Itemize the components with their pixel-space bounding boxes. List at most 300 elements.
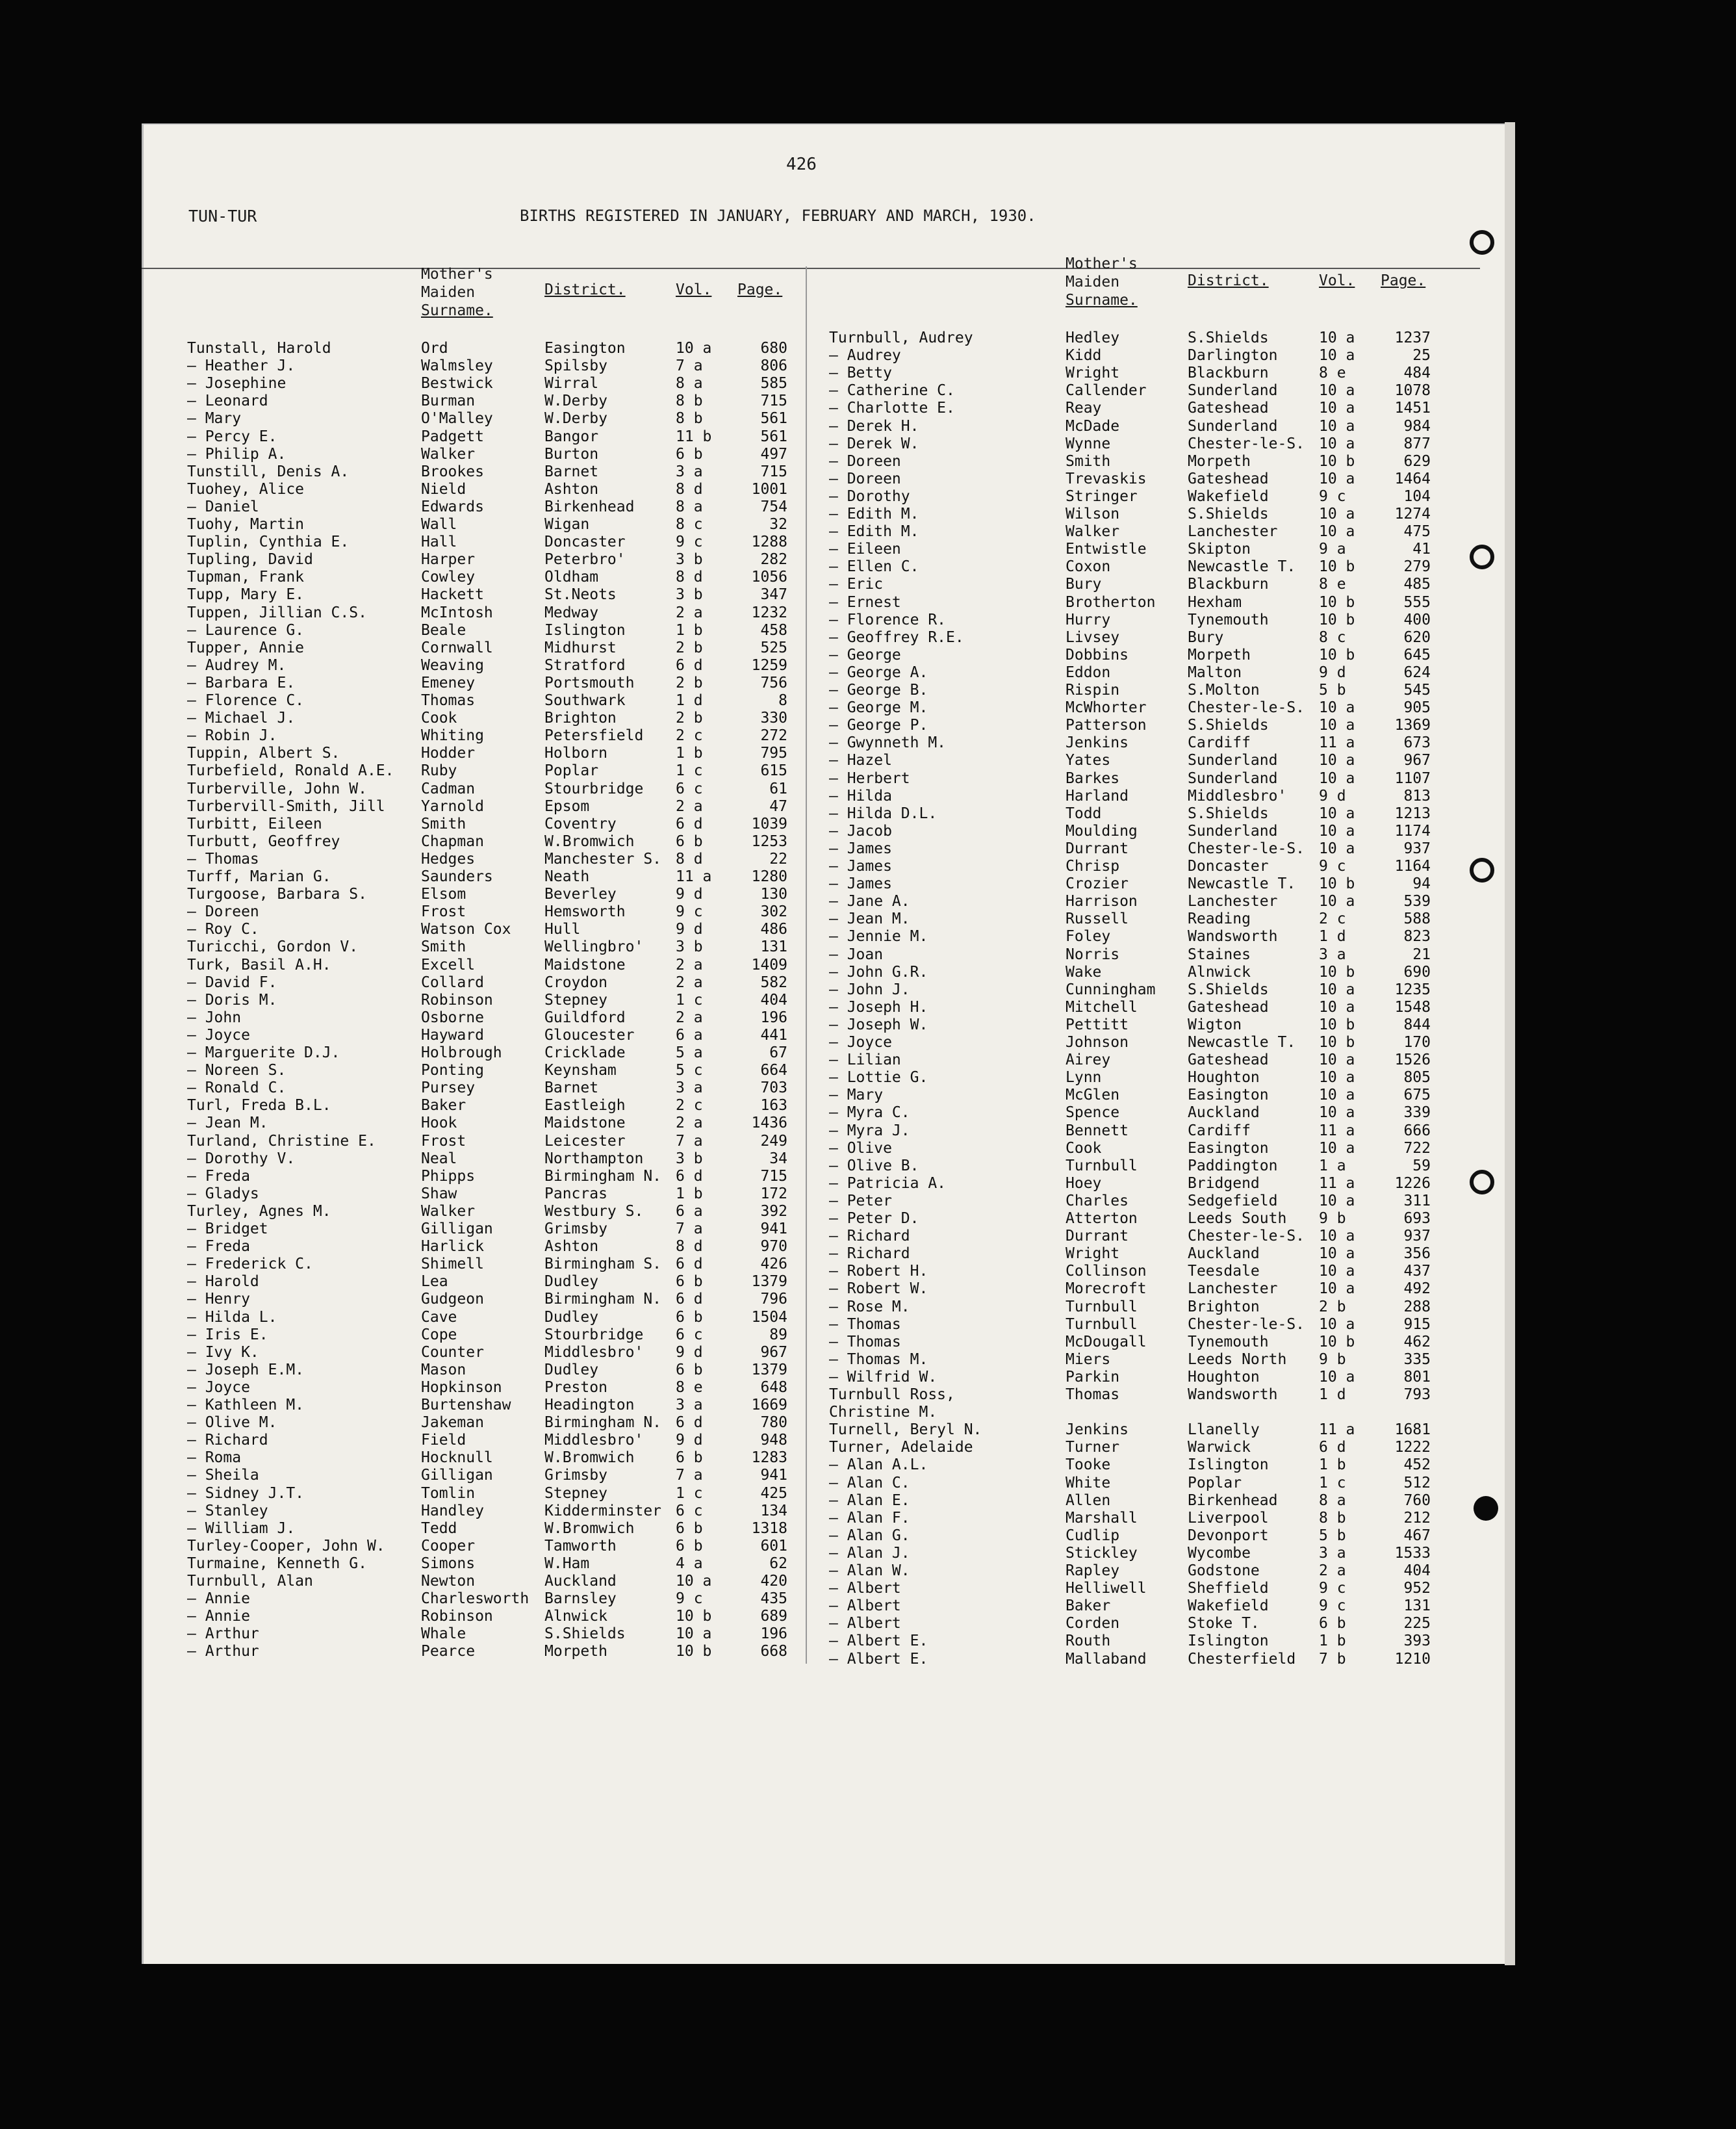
entry-district: Poplar — [1188, 1474, 1242, 1491]
entry-district: Lanchester — [1188, 1280, 1278, 1298]
entry-page: 163 — [760, 1097, 787, 1115]
entry-mother-surname: Nield — [421, 480, 466, 498]
entry-name: — Lottie G. — [829, 1069, 928, 1087]
entry-name: — Albert E. — [829, 1632, 928, 1650]
entry-page: 302 — [760, 903, 787, 921]
entry-page: 484 — [1403, 365, 1431, 382]
entry-district: Kidderminster — [544, 1502, 662, 1519]
entry-volume: 6 a — [676, 1202, 703, 1220]
entry-page: 1164 — [1394, 858, 1431, 875]
entry-page: 435 — [760, 1590, 787, 1608]
entry-volume: 1 d — [676, 692, 703, 709]
entry-volume: 1 b — [676, 745, 703, 762]
entry-volume: 10 b — [1319, 1016, 1355, 1033]
entry-name: Tuohey, Alice — [187, 480, 305, 498]
entry-page: 34 — [769, 1150, 787, 1167]
entry-volume: 6 b — [676, 1519, 703, 1537]
entry-district: Grimsby — [544, 1467, 607, 1484]
header-mother-right: Mother's Maiden Surname. — [1066, 255, 1138, 309]
entry-name: — Alan G. — [829, 1527, 910, 1544]
entry-volume: 7 b — [1319, 1650, 1346, 1668]
entry-district: Islington — [544, 621, 626, 639]
entry-volume: 6 c — [676, 1502, 703, 1519]
entry-page: 1280 — [751, 868, 787, 885]
entry-name: — Peter — [829, 1192, 892, 1209]
entry-mother-surname: Yates — [1066, 752, 1111, 769]
entry-volume: 9 c — [1319, 858, 1346, 875]
entry-name: — Percy E. — [187, 428, 277, 445]
entry-mother-surname: Kidd — [1066, 347, 1102, 365]
entry-district: Barnet — [544, 1079, 599, 1097]
entry-volume: 3 a — [1319, 1544, 1346, 1562]
entry-page: 1548 — [1394, 998, 1431, 1016]
entry-mother-surname: Walmsley — [421, 357, 493, 375]
entry-mother-surname: Bennett — [1066, 1122, 1129, 1139]
entry-volume: 6 d — [676, 1414, 703, 1432]
entry-volume: 10 a — [1319, 840, 1355, 857]
entry-district: Stepney — [544, 991, 607, 1009]
entry-mother-surname: Livsey — [1066, 628, 1120, 646]
entry-district: Cardiff — [1188, 734, 1251, 752]
entry-name: — Frederick C. — [187, 1256, 313, 1273]
entry-volume: 10 a — [1319, 1104, 1355, 1122]
entry-district: Gateshead — [1188, 470, 1269, 487]
entry-mother-surname: Charles — [1066, 1192, 1129, 1209]
entry-page: 1259 — [751, 656, 787, 674]
entry-volume: 6 b — [676, 1537, 703, 1555]
entry-name: — Catherine C. — [829, 382, 955, 400]
entry-page: 196 — [760, 1009, 787, 1026]
entry-name: Tunstill, Denis A. — [187, 463, 350, 480]
entry-district: Islington — [1188, 1632, 1269, 1650]
entry-mother-surname: Todd — [1066, 805, 1102, 822]
entry-district: Wellingbro' — [544, 938, 644, 956]
entry-page: 1078 — [1394, 382, 1431, 400]
entry-district: Tynemouth — [1188, 1333, 1269, 1350]
entry-district: Alnwick — [1188, 963, 1251, 981]
entry-district: Staines — [1188, 946, 1251, 963]
entry-district: Pancras — [544, 1185, 607, 1202]
entry-volume: 6 d — [676, 1167, 703, 1185]
entry-district: Newcastle T. — [1188, 875, 1296, 893]
entry-page: 937 — [1403, 840, 1431, 857]
entry-district: Epsom — [544, 797, 590, 815]
entry-name: — Heather J. — [187, 357, 296, 375]
entry-page: 1226 — [1394, 1174, 1431, 1192]
entry-name: Turland, Christine E. — [187, 1132, 376, 1150]
entry-district: Blackburn — [1188, 576, 1269, 593]
entry-mother-surname: Parkin — [1066, 1368, 1120, 1386]
entry-page: 1533 — [1394, 1544, 1431, 1562]
entry-name: — Alan J. — [829, 1544, 910, 1562]
entry-mother-surname: Beale — [421, 621, 466, 639]
entry-volume: 8 a — [676, 498, 703, 515]
entry-name: — Joyce — [829, 1034, 892, 1051]
entry-page: 620 — [1403, 628, 1431, 646]
entry-mother-surname: Mason — [421, 1361, 466, 1378]
entry-mother-surname: Eddon — [1066, 664, 1111, 681]
entry-name: — Joseph H. — [829, 998, 928, 1016]
entry-mother-surname: Turnbull — [1066, 1298, 1138, 1315]
entry-name: Turk, Basil A.H. — [187, 956, 331, 974]
entry-name: — Joyce — [187, 1026, 250, 1044]
entry-page: 94 — [1412, 875, 1431, 893]
entry-name: — John G.R. — [829, 963, 928, 981]
entry-district: Houghton — [1188, 1069, 1260, 1087]
entry-volume: 10 a — [1319, 805, 1355, 822]
entry-volume: 8 b — [676, 410, 703, 428]
entry-district: Gateshead — [1188, 400, 1269, 417]
entry-name: Tuohy, Martin — [187, 516, 305, 533]
entry-name: — Michael J. — [187, 710, 296, 727]
entry-page: 715 — [760, 463, 787, 480]
entry-name: — Betty — [829, 365, 892, 382]
entry-page: 1253 — [751, 832, 787, 850]
entry-mother-surname: Jakeman — [421, 1414, 484, 1432]
entry-name: — John J. — [829, 981, 910, 998]
entry-volume: 2 c — [1319, 910, 1346, 928]
entry-page: 512 — [1403, 1474, 1431, 1491]
entry-volume: 10 a — [1319, 1192, 1355, 1209]
entry-volume: 11 a — [1319, 1122, 1355, 1139]
entry-district: Birmingham S. — [544, 1256, 662, 1273]
entry-district: Northampton — [544, 1150, 644, 1167]
entry-volume: 9 c — [1319, 1580, 1346, 1597]
entry-name: Tunstall, Harold — [187, 340, 331, 357]
entry-volume: 2 a — [676, 604, 703, 621]
entry-page: 89 — [769, 1326, 787, 1343]
entry-name: — Richard — [829, 1245, 910, 1263]
entry-page: 844 — [1403, 1016, 1431, 1033]
entry-name: — Albert — [829, 1597, 901, 1615]
entry-mother-surname: Gilligan — [421, 1220, 493, 1237]
entry-volume: 10 b — [1319, 646, 1355, 664]
entry-mother-surname: Watson Cox — [421, 921, 511, 938]
entry-district: Birkenhead — [544, 498, 635, 515]
entry-volume: 2 c — [676, 1097, 703, 1115]
entry-name: — Gladys — [187, 1185, 259, 1202]
entry-page: 420 — [760, 1573, 787, 1590]
entry-district: Morpeth — [1188, 452, 1251, 470]
entry-page: 1235 — [1394, 981, 1431, 998]
entry-page: 582 — [760, 974, 787, 991]
entry-volume: 3 b — [676, 586, 703, 604]
entry-district: Tamworth — [544, 1537, 617, 1555]
entry-district: Doncaster — [1188, 858, 1269, 875]
entry-name: — Annie — [187, 1590, 250, 1608]
entry-page: 1001 — [751, 480, 787, 498]
entry-district: Birmingham N. — [544, 1414, 662, 1432]
entry-mother-surname: Holbrough — [421, 1044, 502, 1061]
entry-volume: 8 e — [676, 1378, 703, 1396]
entry-mother-surname: Saunders — [421, 868, 493, 885]
entry-district: St.Neots — [544, 586, 617, 604]
entry-mother-surname: Edwards — [421, 498, 484, 515]
entry-volume: 8 b — [676, 393, 703, 410]
entry-mother-surname: Gudgeon — [421, 1291, 484, 1308]
entry-mother-surname: Thomas — [1066, 1386, 1120, 1403]
entry-name: — Thomas — [187, 850, 259, 868]
entry-district: W.Bromwich — [544, 832, 635, 850]
entry-name: — Olive — [829, 1139, 892, 1157]
entry-name: — Edith M. — [829, 523, 919, 541]
entry-district: Portsmouth — [544, 674, 635, 691]
entry-mother-surname: Coxon — [1066, 558, 1111, 576]
entry-mother-surname: Hayward — [421, 1026, 484, 1044]
entry-name: — Doreen — [187, 903, 259, 921]
entry-page: 1464 — [1394, 470, 1431, 487]
entry-mother-surname: Cook — [421, 710, 457, 727]
entry-mother-surname: Turner — [1066, 1439, 1120, 1456]
entry-district: Beverley — [544, 886, 617, 903]
entry-page: 666 — [1403, 1122, 1431, 1139]
entry-mother-surname: Atterton — [1066, 1210, 1138, 1227]
entry-name: Turbervill-Smith, Jill — [187, 797, 385, 815]
entry-district: Malton — [1188, 664, 1242, 681]
entry-district: Chester-le-S. — [1188, 1315, 1305, 1333]
entry-name: — Ernest — [829, 593, 901, 611]
entry-mother-surname: Brookes — [421, 463, 484, 480]
entry-name: — Roy C. — [187, 921, 259, 938]
entry-mother-surname: Johnson — [1066, 1034, 1129, 1051]
entry-district: Guildford — [544, 1009, 626, 1026]
entry-name: — George M. — [829, 699, 928, 717]
header-page-left: Page. — [737, 281, 783, 298]
entry-district: Stratford — [544, 656, 626, 674]
entry-name: — Ivy K. — [187, 1343, 259, 1361]
entry-mother-surname: Turnbull — [1066, 1315, 1138, 1333]
entry-mother-surname: Durrant — [1066, 1228, 1129, 1245]
entry-name: — Florence R. — [829, 611, 947, 628]
entry-page: 690 — [1403, 963, 1431, 981]
entry-district: Brighton — [544, 710, 617, 727]
entry-district: Sunderland — [1188, 822, 1278, 840]
entry-page: 1318 — [751, 1519, 787, 1537]
entry-volume: 10 a — [1319, 752, 1355, 769]
entry-mother-surname: Gilligan — [421, 1467, 493, 1484]
entry-name: — Bridget — [187, 1220, 268, 1237]
entry-page: 525 — [760, 639, 787, 656]
entry-volume: 8 c — [1319, 628, 1346, 646]
entry-volume: 9 d — [1319, 664, 1346, 681]
entry-mother-surname: Callender — [1066, 382, 1147, 400]
entry-name: Turley-Cooper, John W. — [187, 1537, 385, 1555]
entry-district: Gateshead — [1188, 1052, 1269, 1069]
entry-page: 225 — [1403, 1615, 1431, 1632]
entry-name: — Doris M. — [187, 991, 277, 1009]
entry-volume: 9 c — [676, 534, 703, 551]
entry-name: — Jean M. — [187, 1115, 268, 1132]
entry-district: Wandsworth — [1188, 1386, 1278, 1403]
entry-page: 393 — [1403, 1632, 1431, 1650]
entry-volume: 7 a — [676, 1220, 703, 1237]
entry-name: — George P. — [829, 717, 928, 734]
entry-mother-surname: Baker — [1066, 1597, 1111, 1615]
entry-page: 131 — [1403, 1597, 1431, 1615]
entry-mother-surname: Wynne — [1066, 435, 1111, 452]
entry-page: 915 — [1403, 1315, 1431, 1333]
entry-volume: 10 a — [1319, 417, 1355, 435]
entry-district: Sunderland — [1188, 769, 1278, 787]
entry-volume: 2 a — [1319, 1562, 1346, 1579]
entry-volume: 9 d — [1319, 787, 1346, 805]
entry-district: Wakefield — [1188, 487, 1269, 505]
entry-page: 452 — [1403, 1456, 1431, 1474]
entry-page: 793 — [1403, 1386, 1431, 1403]
entry-district: Cricklade — [544, 1044, 626, 1061]
entry-mother-surname: Turnbull — [1066, 1157, 1138, 1174]
entry-volume: 10 a — [1319, 1280, 1355, 1298]
entry-district: Grimsby — [544, 1220, 607, 1237]
entry-volume: 6 b — [676, 445, 703, 463]
entry-name: — Florence C. — [187, 692, 305, 709]
entry-district: Croydon — [544, 974, 607, 991]
entry-volume: 2 b — [676, 674, 703, 691]
entry-page: 585 — [760, 375, 787, 393]
entry-page: 61 — [769, 780, 787, 797]
entry-district: Birmingham N. — [544, 1291, 662, 1308]
entry-page: 1107 — [1394, 769, 1431, 787]
entry-page: 1056 — [751, 569, 787, 586]
entry-mother-surname: Cunningham — [1066, 981, 1156, 998]
entry-volume: 2 b — [1319, 1298, 1346, 1315]
entry-volume: 9 b — [1319, 1350, 1346, 1368]
entry-name: Tuppin, Albert S. — [187, 745, 340, 762]
entry-volume: 6 c — [676, 1326, 703, 1343]
entry-district: Gateshead — [1188, 998, 1269, 1016]
entry-page: 1237 — [1394, 329, 1431, 346]
entry-mother-surname: Cook — [1066, 1139, 1102, 1157]
entry-district: Sunderland — [1188, 752, 1278, 769]
entry-name: — Kathleen M. — [187, 1397, 305, 1413]
entry-district: Dudley — [544, 1361, 599, 1378]
entry-page: 212 — [1403, 1509, 1431, 1527]
entry-mother-surname: Marshall — [1066, 1509, 1138, 1527]
entry-district: Wigton — [1188, 1016, 1242, 1033]
entry-name: — Mary — [829, 1087, 884, 1104]
entry-mother-surname: Robinson — [421, 1608, 493, 1625]
entry-district: Easington — [1188, 1087, 1269, 1104]
entry-volume: 1 d — [1319, 1386, 1346, 1403]
entry-volume: 10 a — [1319, 1139, 1355, 1157]
entry-name: — Thomas — [829, 1315, 901, 1333]
entry-mother-surname: Walker — [421, 445, 476, 463]
entry-volume: 3 b — [676, 1150, 703, 1167]
entry-page: 62 — [769, 1555, 787, 1572]
entry-district: Stourbridge — [544, 1326, 644, 1343]
entry-district: Medway — [544, 604, 599, 621]
entry-volume: 10 b — [1319, 1333, 1355, 1350]
entry-volume: 10 b — [1319, 452, 1355, 470]
entry-district: Coventry — [544, 815, 617, 832]
entry-page: 21 — [1412, 946, 1431, 963]
entry-volume: 10 a — [1319, 435, 1355, 452]
entry-volume: 6 c — [676, 780, 703, 797]
column-divider — [806, 266, 807, 1664]
entry-name: Turmaine, Kenneth G. — [187, 1555, 367, 1572]
entry-district: Islington — [1188, 1456, 1269, 1474]
entry-volume: 3 a — [676, 1079, 703, 1097]
entry-volume: 9 d — [676, 886, 703, 903]
entry-mother-surname: Hook — [421, 1115, 457, 1132]
entry-district: Warwick — [1188, 1439, 1251, 1456]
entry-name: — James — [829, 875, 892, 893]
entry-name: — Myra C. — [829, 1104, 910, 1122]
entry-mother-surname: Harland — [1066, 787, 1129, 805]
entry-mother-surname: Entwistle — [1066, 541, 1147, 558]
entry-name: — Derek H. — [829, 417, 919, 435]
entry-volume: 7 a — [676, 357, 703, 375]
entry-district: Skipton — [1188, 541, 1251, 558]
entry-name: — Joyce — [187, 1378, 250, 1396]
entry-district: Stourbridge — [544, 780, 644, 797]
entry-volume: 10 b — [1319, 611, 1355, 628]
entry-volume: 10 a — [1319, 1087, 1355, 1104]
entry-mother-surname: Brotherton — [1066, 593, 1156, 611]
entry-volume: 1 b — [676, 1185, 703, 1202]
entry-mother-surname: Shaw — [421, 1185, 457, 1202]
entry-district: W.Ham — [544, 1555, 590, 1572]
entry-district: Hull — [544, 921, 581, 938]
entry-district: S.Shields — [1188, 981, 1269, 998]
entry-name: Turnbull, Alan — [187, 1573, 313, 1590]
entry-volume: 8 d — [676, 569, 703, 586]
entry-name: — Jennie M. — [829, 928, 928, 946]
entry-name: — Annie — [187, 1608, 250, 1625]
entry-name: — Hilda D.L. — [829, 805, 938, 822]
entry-name: — Doreen — [829, 452, 901, 470]
entry-name: Tupper, Annie — [187, 639, 305, 656]
entry-volume: 8 d — [676, 850, 703, 868]
entry-name: — Audrey — [829, 347, 901, 365]
entry-name: — Daniel — [187, 498, 259, 515]
entry-volume: 9 c — [676, 903, 703, 921]
entry-name: Turbitt, Eileen — [187, 815, 322, 832]
entry-district: Houghton — [1188, 1368, 1260, 1386]
entry-volume: 6 b — [676, 1308, 703, 1326]
entry-volume: 8 a — [1319, 1491, 1346, 1509]
entry-volume: 9 c — [1319, 1597, 1346, 1615]
entry-district: S.Shields — [544, 1625, 626, 1643]
entry-name: — Dorothy V. — [187, 1150, 296, 1167]
entry-mother-surname: Yarnold — [421, 797, 484, 815]
entry-district: Bangor — [544, 428, 599, 445]
entry-mother-surname: Mallaband — [1066, 1650, 1147, 1668]
entry-volume: 6 b — [676, 832, 703, 850]
entry-page: 311 — [1403, 1192, 1431, 1209]
entry-mother-surname: Phipps — [421, 1167, 476, 1185]
entry-mother-surname: Elsom — [421, 886, 466, 903]
entry-mother-surname: Cowley — [421, 569, 476, 586]
entry-volume: 10 a — [1319, 1069, 1355, 1087]
entry-name: — Wilfrid W. — [829, 1368, 938, 1386]
entry-volume: 2 a — [676, 1009, 703, 1026]
entry-district: W.Derby — [544, 410, 607, 428]
entry-page: 196 — [760, 1625, 787, 1643]
entry-district: Dudley — [544, 1308, 599, 1326]
entry-page: 760 — [1403, 1491, 1431, 1509]
entry-volume: 6 b — [676, 1449, 703, 1467]
entry-mother-surname: Hoey — [1066, 1174, 1102, 1192]
entry-volume: 4 a — [676, 1555, 703, 1572]
entry-mother-surname: McDougall — [1066, 1333, 1147, 1350]
entry-name: — Barbara E. — [187, 674, 296, 691]
entry-mother-surname: Hocknull — [421, 1449, 493, 1467]
entry-page: 425 — [760, 1484, 787, 1502]
entry-name: — Josephine — [187, 375, 287, 393]
entry-district: Morpeth — [544, 1643, 607, 1660]
entry-mother-surname: Wright — [1066, 1245, 1120, 1263]
